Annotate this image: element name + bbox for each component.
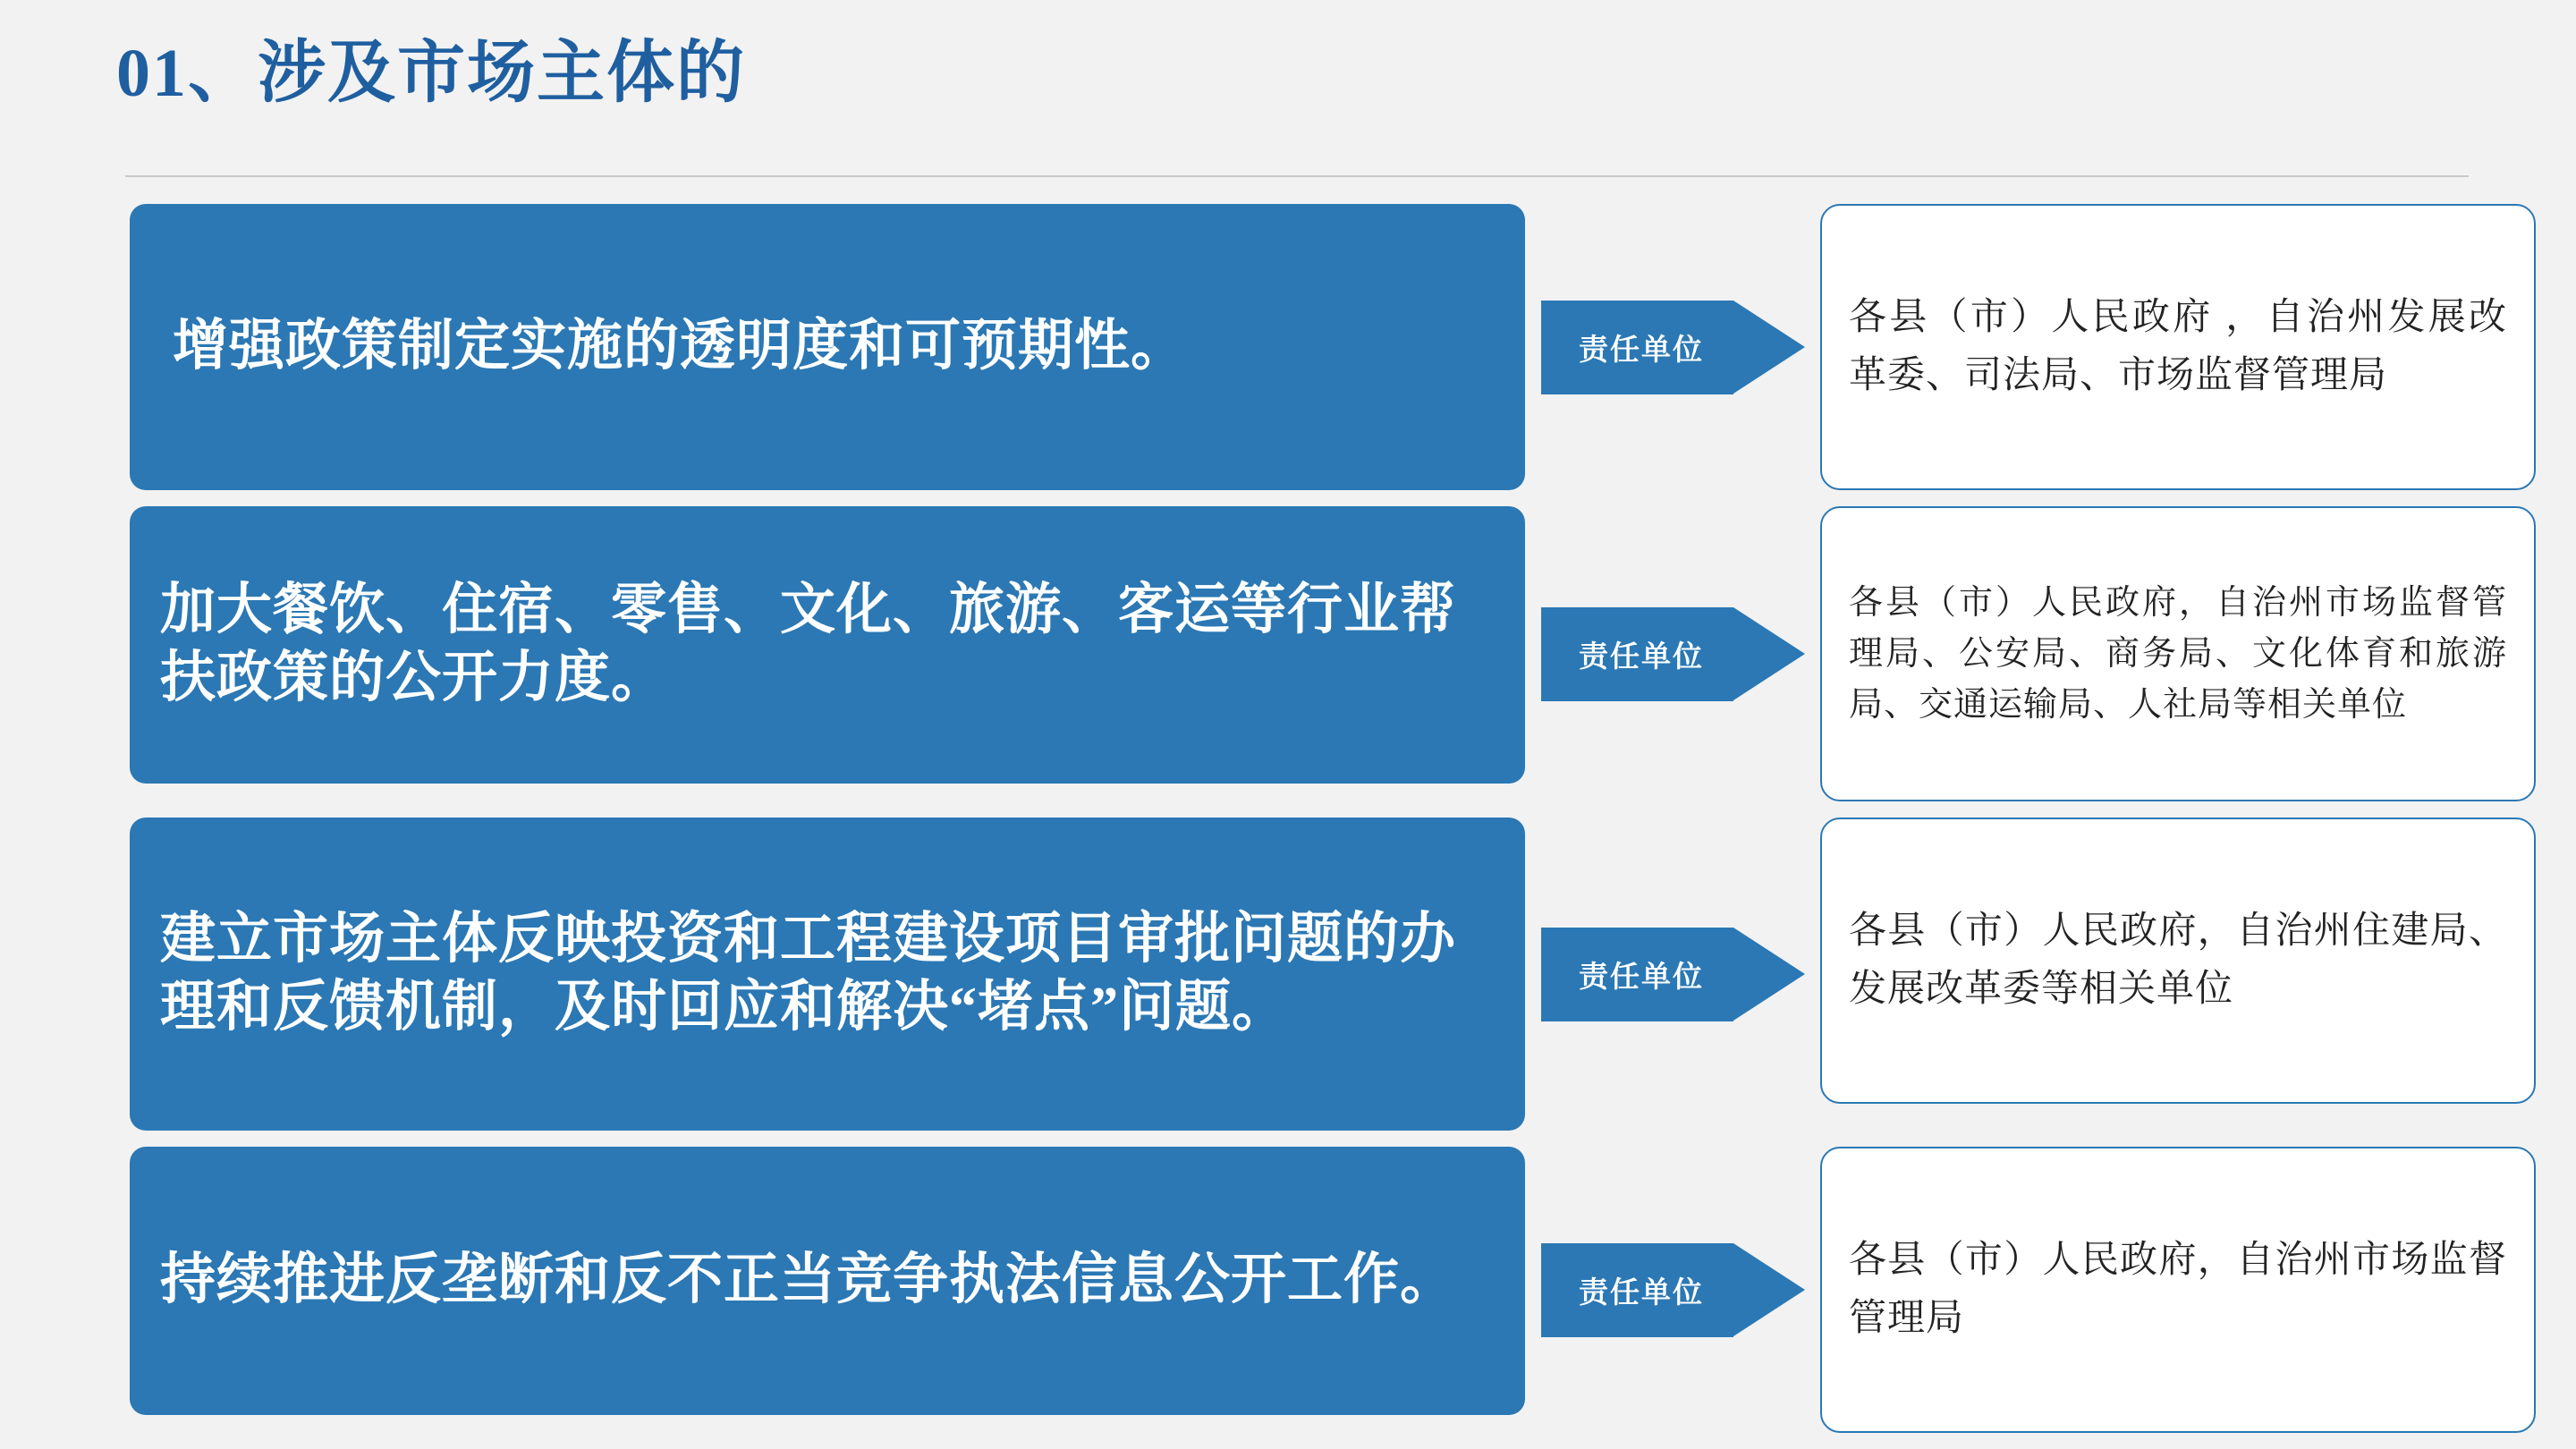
arrow-head (1733, 607, 1805, 700)
arrow-head (1733, 928, 1805, 1021)
arrow-label: 责任单位 (1579, 640, 1704, 674)
arrow-head (1733, 1243, 1805, 1336)
measure-row (0, 204, 2576, 490)
arrow-label: 责任单位 (1579, 961, 1704, 994)
responsible-unit-box (1820, 818, 2536, 1104)
measure-text-box: 建立市场主体反映投资和工程建设项目审批问题的办理和反馈机制，及时回应和解决“堵点”问题。 (130, 818, 1525, 1131)
measure-row (0, 818, 2576, 1131)
right-arrow-icon (1541, 1243, 1805, 1337)
right-arrow-icon (1541, 301, 1805, 394)
responsible-unit-text: 各县（市）人民政府 ，自治州发展改革委、司法局、市场监督管理局 (1849, 296, 2507, 396)
right-arrow-icon (1541, 928, 1805, 1021)
arrow-label: 责任单位 (1579, 334, 1704, 367)
right-arrow-icon (1541, 607, 1805, 701)
arrow-head (1733, 301, 1805, 394)
arrow-connector (1525, 204, 1820, 490)
arrow-label: 责任单位 (1579, 1276, 1704, 1309)
measure-text-box: 增强政策制定实施的透明度和可预期性。 (130, 204, 1525, 490)
arrow-connector (1525, 506, 1820, 801)
measure-text-box: 加大餐饮、住宿、零售、文化、旅游、客运等行业帮扶政策的公开力度。 (130, 506, 1525, 784)
measures-list (0, 204, 2576, 1449)
title-divider (125, 175, 2469, 177)
measure-text-box: 持续推进反垄断和反不正当竞争执法信息公开工作。 (130, 1147, 1525, 1415)
responsible-unit-text: 各县（市）人民政府，自治州市场监督管理局、公安局、商务局、文化体育和旅游局、交通运输局、人社局等相关单位 (1849, 583, 2507, 724)
page-title: 01、涉及市场主体的 (116, 36, 746, 111)
responsible-unit-box (1820, 506, 2536, 801)
responsible-unit-box (1820, 1147, 2536, 1433)
arrow-connector (1525, 818, 1820, 1131)
arrow-connector (1525, 1147, 1820, 1433)
responsible-unit-text: 各县（市）人民政府，自治州市场监督管理局 (1849, 1239, 2507, 1339)
responsible-unit-box (1820, 204, 2536, 490)
measure-row (0, 1147, 2576, 1433)
measure-row (0, 506, 2576, 801)
responsible-unit-text: 各县（市）人民政府，自治州住建局、发展改革委等相关单位 (1849, 910, 2507, 1010)
